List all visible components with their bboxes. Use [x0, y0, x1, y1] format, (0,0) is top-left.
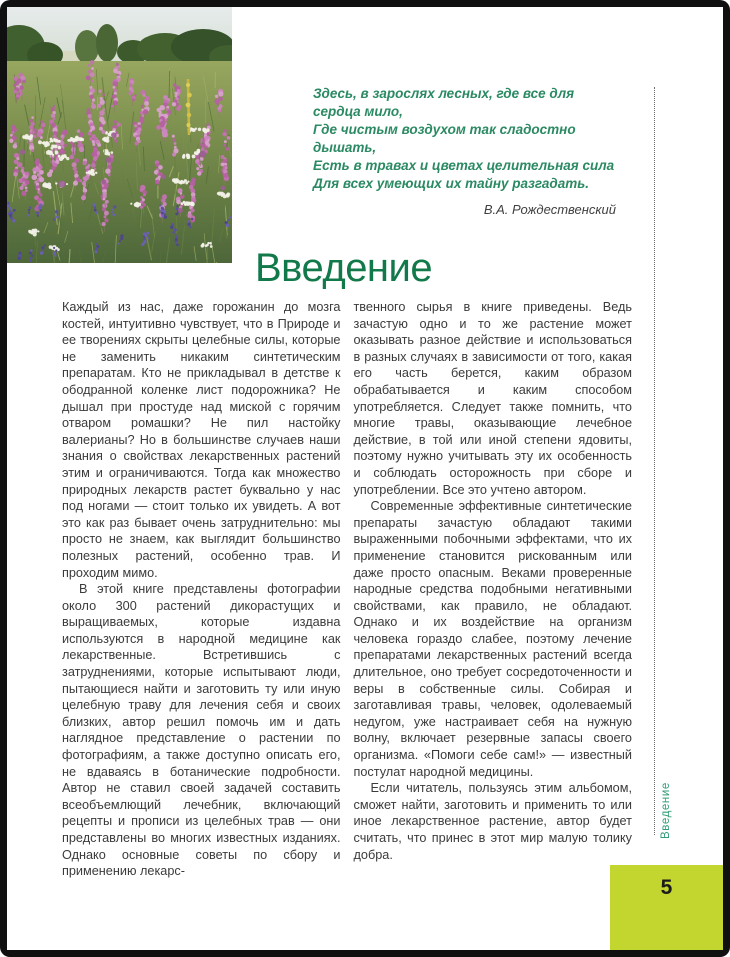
paragraph: Современные эффективные синтетические препараты зачастую обладают такими выраженными побочными эффектами, что их применение становится рискованным или даже просто опасным. Веками проверенные народные средства подобными негативными свойствами, как правило, не обладают. Однако и их воздействие на организм человека гораздо слабее, поэтому лечение препаратами лекарственных растений всегда длительное, оно требует сосредоточенности и веры в собственные силы. Собирая и заготавливая травы, человек, одолеваемый недугом, уже настраивает себя на нужную волну, включает резервные запасы своего организма. «Помоги себе сам!» — известный постулат народной медицины. [353, 499, 632, 779]
paragraph: твенного сырья в книге приведены. Ведь зачастую одно и то же растение может оказывать разное действие и использоваться в разных случаях в зависимости от того, какая его часть берется, каким образом обрабатывается и каким способом употребляется. Следует также помнить, что многие травы, оказывающие лечебное действие, в той или иной степени ядовиты, поэтому нужно учитывать эту их особенность и соблюдать осторожность при сборе и употреблении. Все это учтено автором. [353, 300, 632, 497]
body-column-2 [354, 299, 633, 880]
epigraph [313, 85, 620, 217]
meadow-photo [7, 7, 232, 263]
epigraph-line: Есть в травах и цветах целительная сила [313, 158, 615, 173]
body-column-1 [62, 299, 341, 880]
epigraph-attribution: В.А. Рождественский [483, 202, 616, 217]
paragraph: Если читатель, пользуясь этим альбомом, сможет найти, заготовить и применить то или иное лекарственное растение, автор будет считать, что принес в этот мир малую толику добра. [353, 781, 632, 862]
page-number: 5 [660, 876, 673, 899]
body-columns [62, 299, 632, 880]
margin-dotted-rule [654, 87, 655, 835]
epigraph-line: Для всех умеющих их тайну разгадать. [313, 176, 590, 191]
page-number-tab [610, 865, 723, 950]
margin-chapter-label: Введение [660, 782, 672, 839]
chapter-heading: Введение [255, 245, 433, 290]
paragraph: Каждый из нас, даже горожанин до мозга костей, интуитивно чувствует, что в Природе и ее творениях скрыты целебные силы, которые не заменить никаким синтетическим препаратам. Кто не прикладывал в детстве к ободранной коленке лист подорожника? Не дышал при простуде над миской с горячим отваром ромашки? Не пил настойку валерианы? Но в большинстве случаев наши знания о свойствах лекарственных растений этим и ограничиваются. Тогда как множество природных лекарств растет буквально у нас под ногами — стоит только их увидеть. А вот это как раз бывает очень затруднительно: мы просто не знаем, как выглядит большинство полезных растений, особенно трав. И проходим мимо. [62, 300, 341, 580]
epigraph-line: Где чистым воздухом так сладостно дышать, [313, 122, 576, 155]
photo-layers [7, 7, 232, 263]
paragraph: В этой книге представлены фотографии около 300 растений дикорастущих и выращиваемых, которые издавна используются в народной медицине как лекарственные. Встретившись с затруднениями, которые испытывают люди, пытающиеся найти и заготовить ту или иную целебную траву для лечения себя и своих близких, автор решил помочь им и дать наглядное представление о растении по фотографиям, а также доступно описать его, не вдаваясь в ботанические подробности. Автор не ставил своей задачей составить всеобъемлющий лечебник, включающий рецепты и прописи из целебных трав — они представлены во многих известных изданиях. Однако основные советы по сбору и применению лекарс- [62, 582, 341, 879]
book-page [7, 7, 723, 950]
epigraph-line: Здесь, в зарослях лесных, где все для сердца мило, [313, 86, 575, 119]
